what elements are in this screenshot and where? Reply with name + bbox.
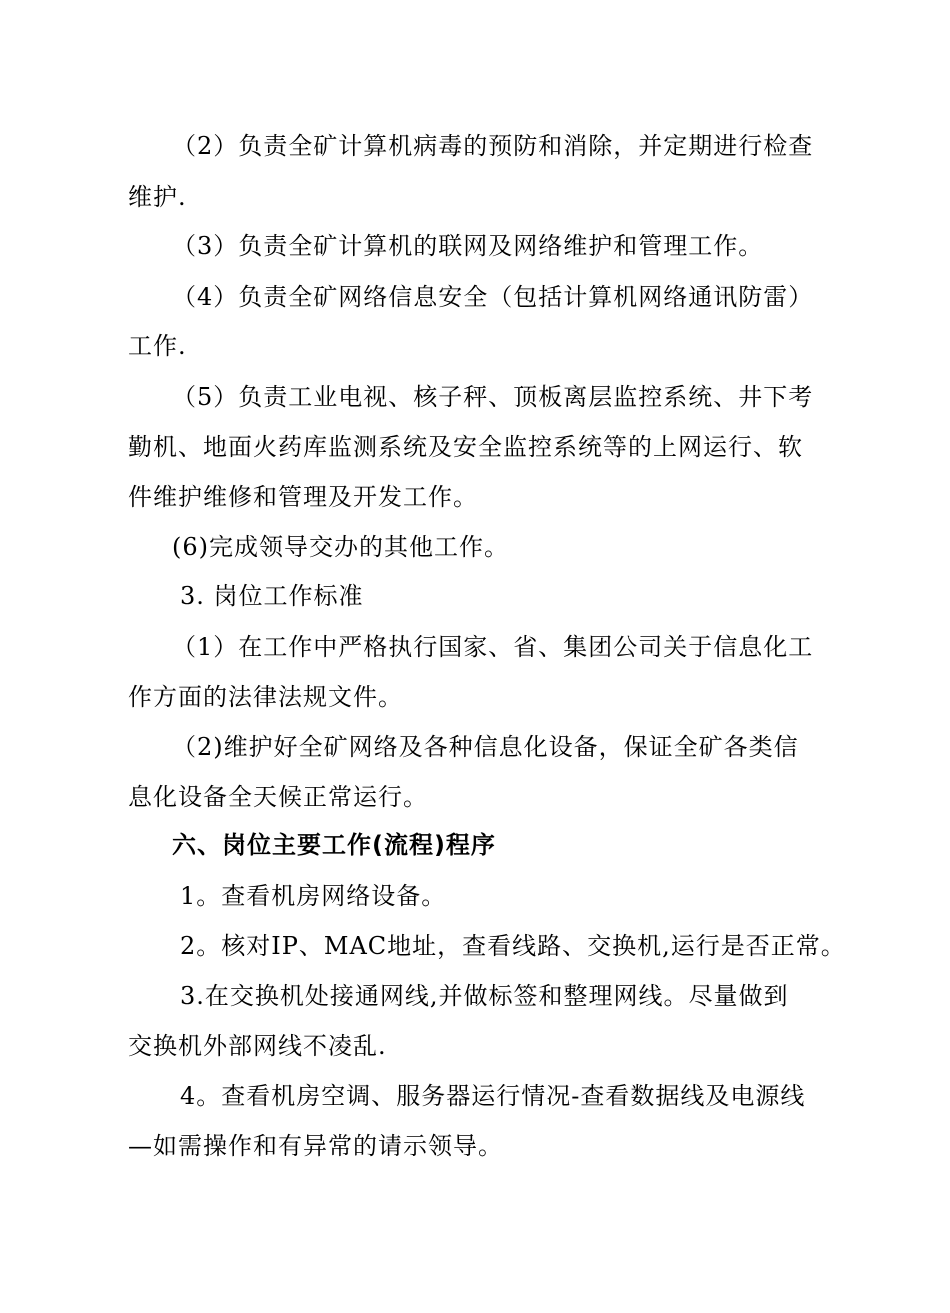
text-line: 交换机外部网线不凌乱. [128,1032,387,1060]
text-line: (6)完成领导交办的其他工作。 [172,533,509,561]
section-heading: 3. 岗位工作标准 [180,582,364,610]
text-line: （4）负责全矿网络信息安全（包括计算机网络通讯防雷） [172,283,814,311]
text-line: 2。核对IP、MAC地址，查看线路、交换机,运行是否正常。 [180,932,846,960]
text-line: 作方面的法律法规文件。 [128,683,403,711]
text-line: （1）在工作中严格执行国家、省、集团公司关于信息化工 [172,633,814,661]
text-line: 1。查看机房网络设备。 [180,882,447,910]
text-line: 息化设备全天候正常运行。 [128,783,428,811]
chapter-heading: 六、岗位主要工作(流程)程序 [172,831,496,859]
text-line: 勤机、地面火药库监测系统及安全监控系统等的上网运行、软 [128,433,803,461]
text-line: 维护. [128,183,187,211]
text-line: （2)维护好全矿网络及各种信息化设备，保证全矿各类信 [172,733,799,761]
text-line: 件维护维修和管理及开发工作。 [128,483,478,511]
text-line: —如需操作和有异常的请示领导。 [128,1132,503,1160]
text-line: 4。查看机房空调、服务器运行情况-查看数据线及电源线 [180,1082,806,1110]
text-line: （3）负责全矿计算机的联网及网络维护和管理工作。 [172,232,764,260]
text-line: 3.在交换机处接通网线,并做标签和整理网线。尽量做到 [180,982,789,1010]
text-line: （5）负责工业电视、核子秤、顶板离层监控系统、井下考 [172,383,814,411]
text-line: 工作. [128,332,187,360]
text-line: （2）负责全矿计算机病毒的预防和消除，并定期进行检查 [172,132,814,160]
